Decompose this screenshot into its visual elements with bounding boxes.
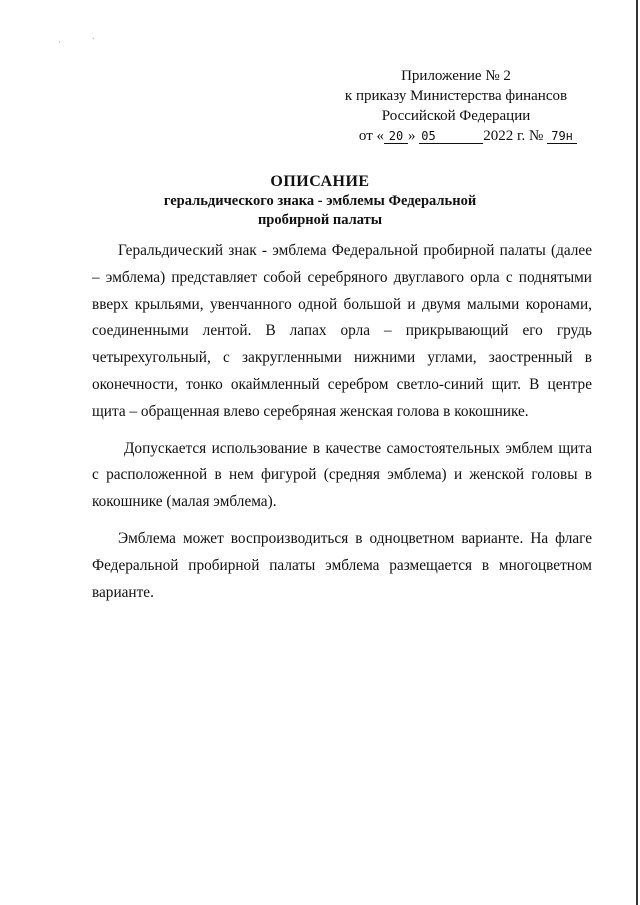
paragraph-usage-variants: Допускается использование в качестве самостоятельных эмблем щита с расположенной в нем фигурой (средняя эмблема) и женской головы в кокошнике (малая эмблема). [92, 439, 592, 511]
order-reference: к приказу Министерства финансов [344, 88, 568, 104]
order-month: 05 [419, 129, 483, 144]
title-main: ОПИСАНИЕ [270, 173, 370, 190]
title-line-2: пробирной палаты [257, 212, 383, 228]
date-prefix: от « [358, 128, 385, 144]
federation-label: Российской Федерации [381, 108, 531, 124]
document-page: · ˎ Приложение № 2 к приказу Министерства финансов Российской Федерации от « 20 » 05 2022 г. № 79н ОПИСАНИЕ геральдического знака - эмблемы Федеральной пробирной палаты Геральдический знак - эмблема Федеральной пробирной палаты (далее – эмблема) представляет собой серебряного двуглавого орла с поднятыми вверх крыльями, увенчанного одной большой и двумя малыми коронами, соединенными лентой. В лапах орла – прикрывающий его грудь четырехугольный, с закругленными нижними углами, заостренный в оконечности, тонко окаймленный серебром светло-синий щит. В центре щита – обращенная влево серебряная женская голова в кокошнике. Допускается использование в качестве самостоятельных эмблем щита с расположенной в нем фигурой (средняя эмблема) и женской головы в кокошнике (малая эмблема). Эмблема может воспроизводиться в одноцветном варианте. На флаге Федеральной пробирной палаты эмблема размещается в многоцветном варианте. [0, 0, 640, 905]
paragraph-color-variants: Эмблема может воспроизводиться в одноцветном варианте. На флаге Федеральной пробирной палаты эмблема размещается в многоцветном варианте. [92, 529, 592, 601]
document-body [92, 238, 592, 616]
order-number: 79н [547, 129, 577, 144]
title-line-1: геральдического знака - эмблемы Федеральной [163, 193, 477, 209]
document-title [0, 172, 640, 230]
scan-edge [636, 0, 638, 905]
year-and-number-label: 2022 г. № [483, 128, 544, 144]
appendix-label: Приложение № 2 [401, 68, 511, 84]
order-day: 20 [384, 129, 408, 144]
order-date-line [326, 126, 586, 146]
paragraph-emblem-description: Геральдический знак - эмблема Федеральной пробирной палаты (далее – эмблема) представляет собой серебряного двуглавого орла с поднятыми вверх крыльями, увенчанного одной большой и двумя малыми коронами, соединенными лентой. В лапах орла – прикрывающий его грудь четырехугольный, с закругленными нижними углами, заостренный в оконечности, тонко окаймленный серебром светло-синий щит. В центре щита – обращенная влево серебряная женская голова в кокошнике. [92, 242, 592, 420]
appendix-header [326, 66, 586, 146]
date-close-quote: » [408, 128, 416, 144]
